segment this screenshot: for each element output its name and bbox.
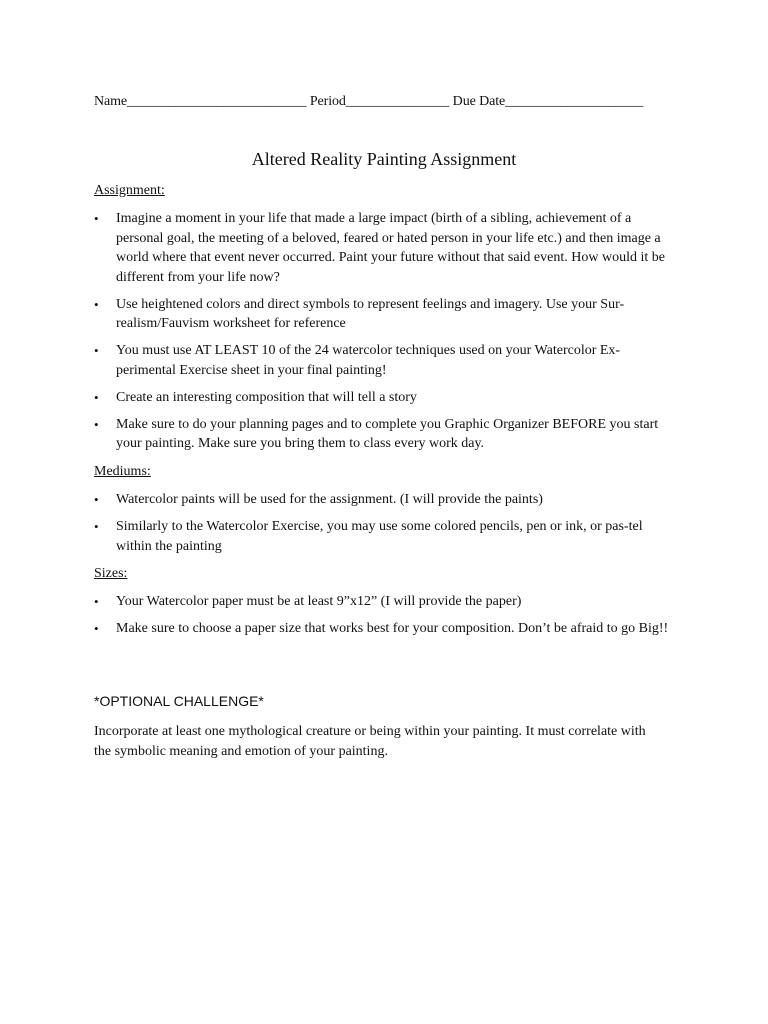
bullet-icon: • — [94, 416, 99, 432]
bullet-icon: • — [94, 519, 99, 534]
list-item — [94, 517, 674, 556]
list-item — [94, 415, 674, 454]
sizes-heading: Sizes: — [94, 566, 128, 581]
list-item-text: Use heightened colors and direct symbols to represent feelings and imagery. Use your Sur-realism/Fauvism worksheet for reference — [116, 296, 625, 331]
list-item-text: Create an interesting composition that will tell a story — [116, 389, 417, 405]
assignment-list — [94, 209, 674, 461]
bullet-icon: • — [94, 389, 99, 405]
list-item-text: Your Watercolor paper must be at least 9”x12” (I will provide the paper) — [116, 594, 522, 609]
list-item — [94, 490, 674, 510]
mediums-heading: Mediums: — [94, 464, 151, 479]
bullet-icon: • — [94, 621, 99, 636]
bullet-icon: • — [94, 343, 99, 358]
bullet-icon: • — [94, 296, 99, 312]
page-title: Altered Reality Painting Assignment — [251, 149, 517, 169]
list-item — [94, 619, 674, 639]
optional-challenge-text: Incorporate at least one mythological creature or being within your painting. It must correlate with the symbolic meaning and emotion of your painting. — [94, 724, 646, 759]
list-item-text: Make sure to choose a paper size that works best for your composition. Don’t be afraid to go Big!! — [116, 621, 669, 636]
list-item — [94, 592, 674, 612]
list-item-text: Similarly to the Watercolor Exercise, you may use some colored pencils, pen or ink, or pas-tel within the painting — [116, 519, 643, 554]
list-item-text: Make sure to do your planning pages and to complete you Graphic Organizer BEFORE you start your painting. Make sure you bring them to class every work day. — [116, 416, 659, 451]
sizes-list — [94, 592, 674, 646]
bullet-icon: • — [94, 211, 99, 226]
name-period-date-line: Name__________________________ Period_______________ Due Date____________________ — [94, 94, 644, 109]
optional-challenge-heading: *OPTIONAL CHALLENGE* — [94, 693, 264, 709]
list-item — [94, 295, 674, 334]
assignment-heading: Assignment: — [94, 183, 165, 198]
list-item-text: Watercolor paints will be used for the assignment. (I will provide the paints) — [116, 492, 543, 507]
bullet-icon: • — [94, 594, 99, 609]
list-item — [94, 341, 674, 380]
list-item-text: You must use AT LEAST 10 of the 24 watercolor techniques used on your Watercolor Ex-perimental Exercise sheet in your final painting! — [116, 343, 621, 378]
list-item — [94, 388, 674, 408]
bullet-icon: • — [94, 492, 99, 507]
mediums-list — [94, 490, 674, 564]
list-item-text: Imagine a moment in your life that made a large impact (birth of a sibling, achievement of a personal goal, the meeting of a beloved, feared or hated person in your life etc.) and then image a world where that event never occurred. Paint your future without that said event. How would it be different from your life now? — [116, 211, 665, 285]
list-item — [94, 209, 674, 287]
